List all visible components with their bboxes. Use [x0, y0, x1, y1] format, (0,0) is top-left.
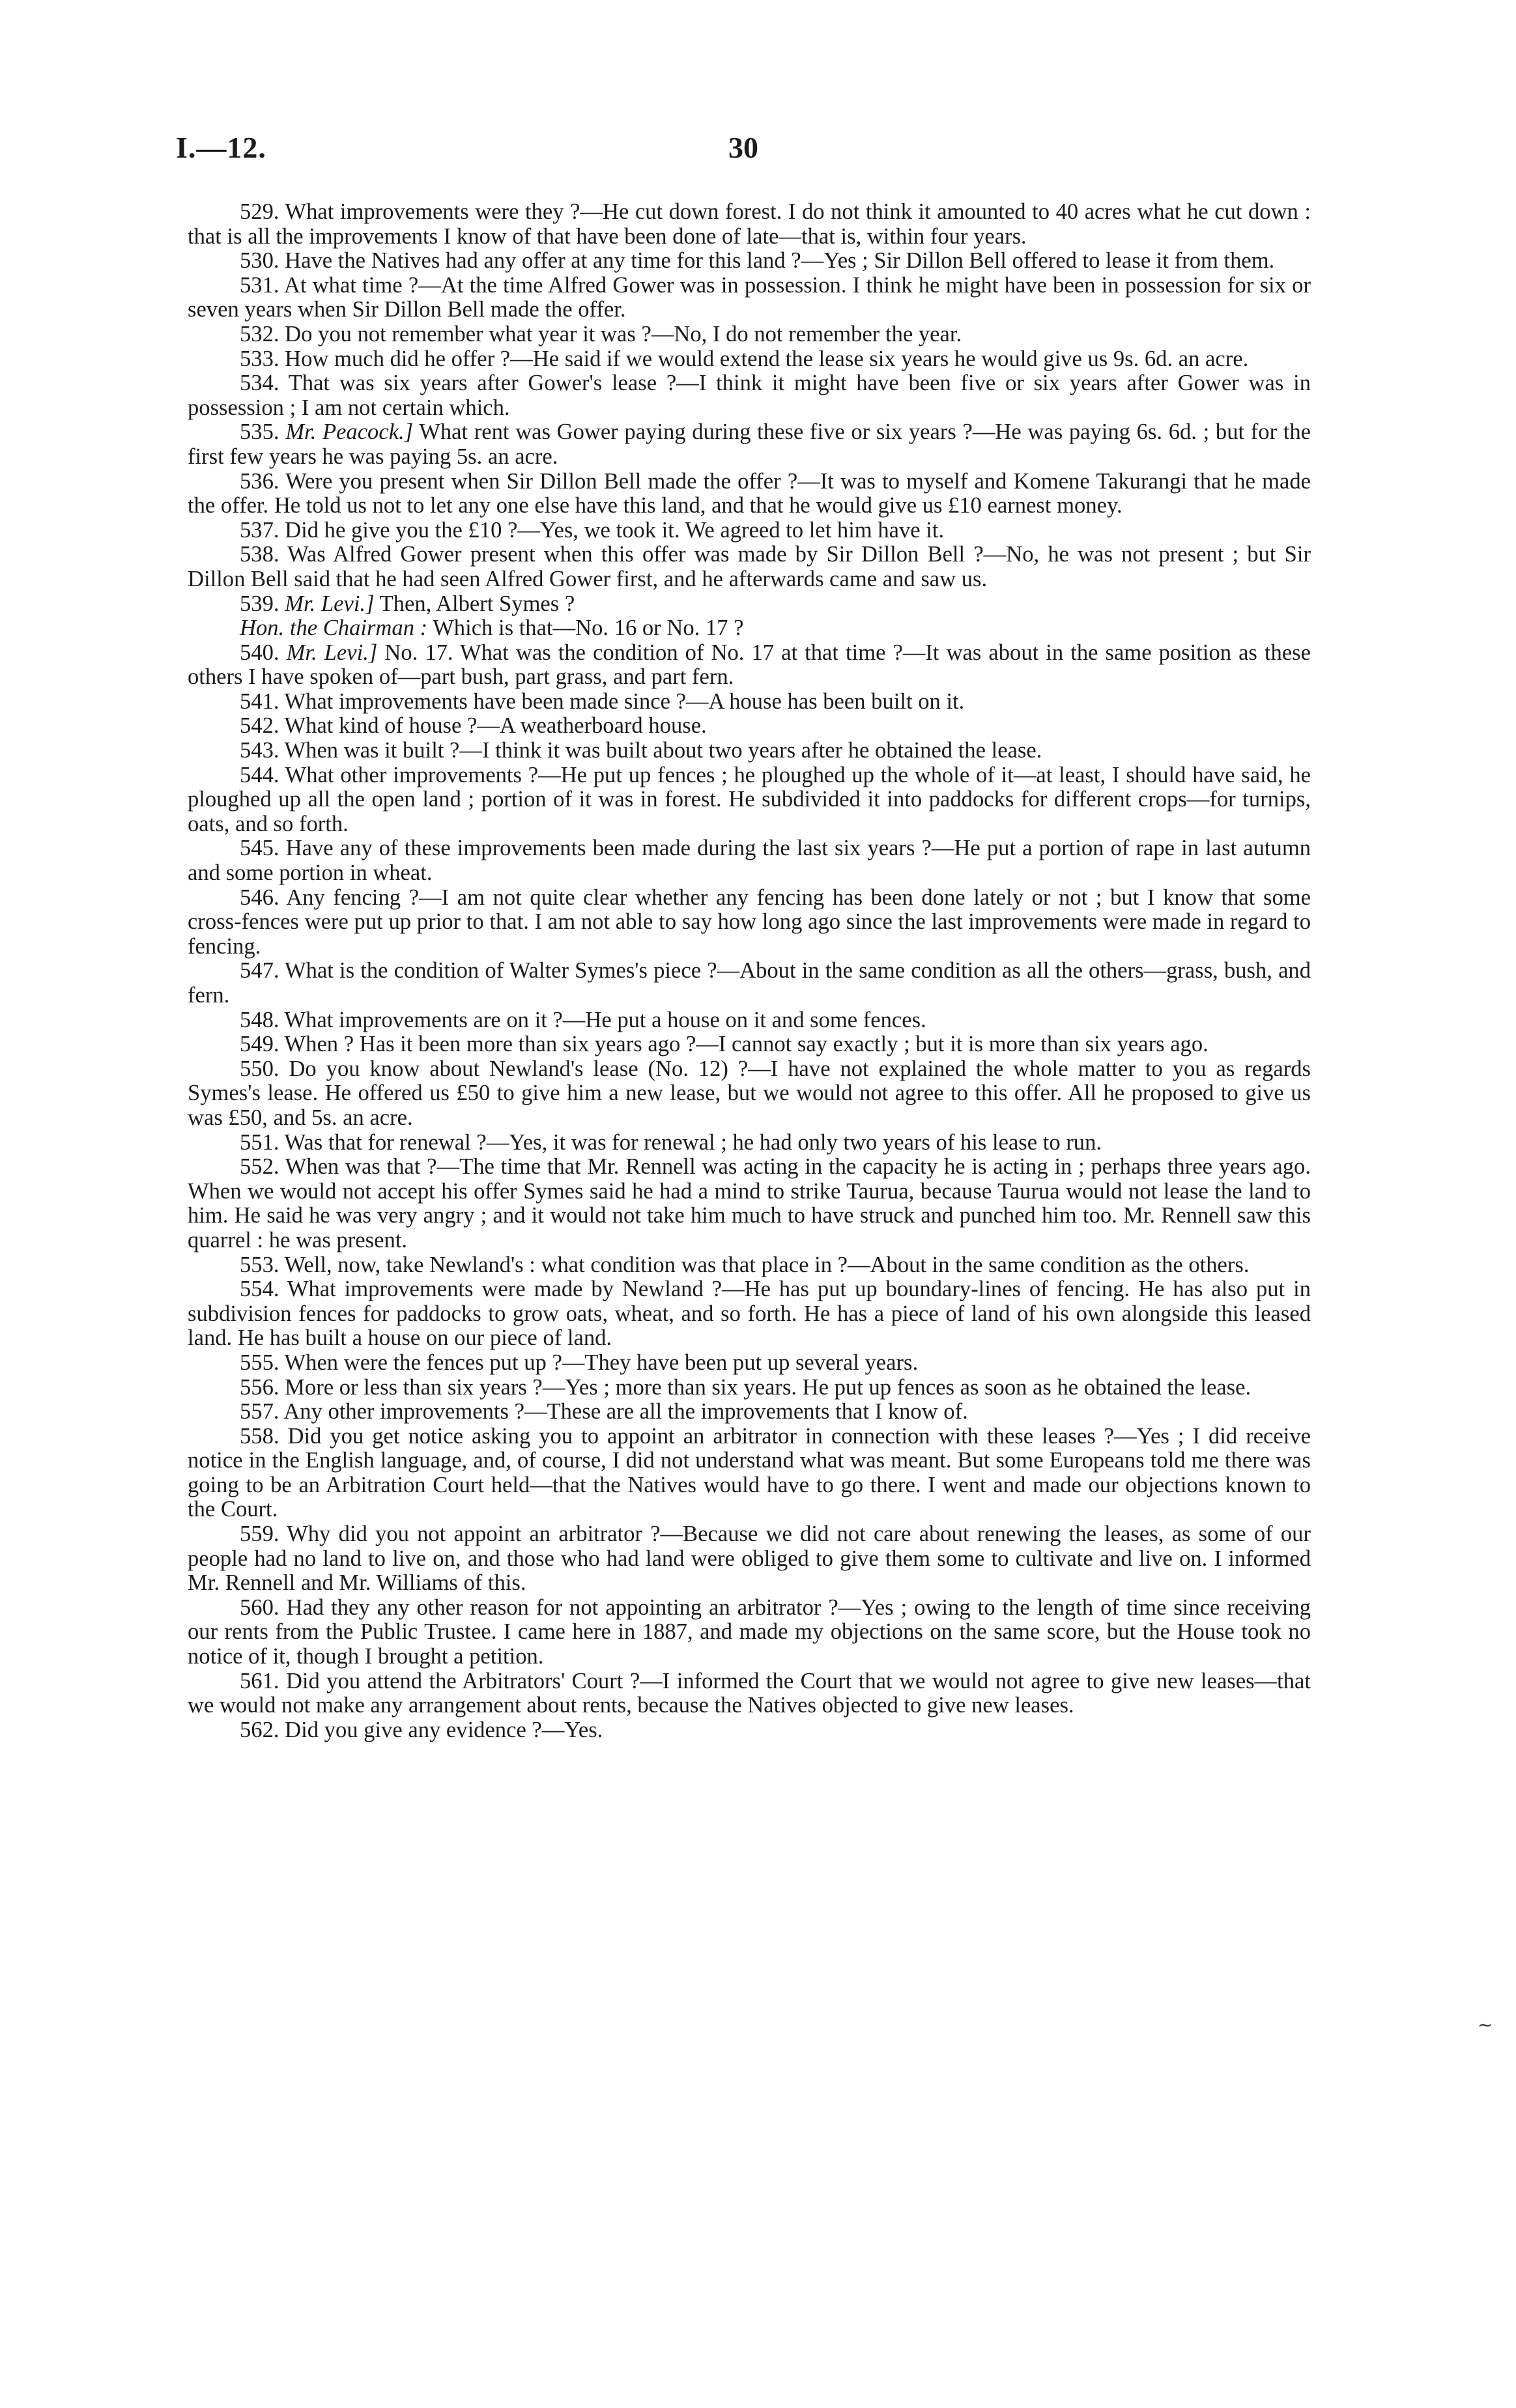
evidence-paragraph [188, 1424, 1311, 1522]
paragraph-text: 531. At what time ?—At the time Alfred Gower was in possession. I think he might have been in possession for six or seven years when Sir Dillon Bell made the offer. [188, 272, 1311, 322]
paragraph-text: Which is that—No. 16 or No. 17 ? [433, 616, 744, 641]
evidence-paragraph [188, 763, 1311, 837]
evidence-transcript [188, 200, 1311, 1742]
paragraph-text: 559. Why did you not appoint an arbitrator ?—Because we did not care about renewing the leases, as some of our people had no land to live on, and those who had land were obliged to give them some to cultivate and live on. I informed Mr. Rennell and Mr. Williams of this. [188, 1522, 1311, 1596]
paragraph-text: 547. What is the condition of Walter Symes's piece ?—About in the same condition as all the others—grass, bush, and fern. [188, 958, 1311, 1008]
evidence-paragraph [188, 274, 1311, 322]
paragraph-text: 553. Well, now, take Newland's : what condition was that place in ?—About in the same condition as the others. [240, 1252, 1250, 1277]
document-reference: I.—12. [176, 131, 266, 164]
evidence-paragraph [188, 543, 1311, 591]
paragraph-text: 548. What improvements are on it ?—He put a house on it and some fences. [240, 1007, 926, 1032]
evidence-paragraph [188, 470, 1311, 518]
evidence-paragraph [188, 420, 1311, 469]
evidence-paragraph [188, 371, 1311, 420]
evidence-paragraph [188, 690, 1311, 715]
paragraph-text: 534. That was six years after Gower's lease ?—I think it might have been five or six years after Gower was in possession ; I am not certain which. [188, 371, 1311, 420]
paragraph-text: 536. Were you present when Sir Dillon Bell made the offer ?—It was to myself and Komene Takurangi that he made the offer. He told us not to let any one else have this land, and that he would give us £10 earnest money. [188, 468, 1311, 518]
evidence-paragraph [188, 886, 1311, 959]
evidence-paragraph [188, 1155, 1311, 1253]
paragraph-text: Then, Albert Symes ? [379, 591, 575, 616]
speaker-label: Hon. the Chairman : [240, 616, 428, 641]
paragraph-text: 541. What improvements have been made since ?—A house has been built on it. [240, 688, 965, 714]
paragraph-text: 561. Did you attend the Arbitrators' Court ?—I informed the Court that we would not agree to give new leases—that we would not make any arrangement about rents, because the Natives objected to give new leases. [188, 1668, 1311, 1718]
paragraph-text: 546. Any fencing ?—I am not quite clear whether any fencing has been done lately or not ; but I know that some cross-fences were put up prior to that. I am not able to say how long ago since the last improvements were made in regard to fencing. [188, 885, 1311, 959]
page-number: 30 [728, 131, 758, 164]
evidence-paragraph [188, 836, 1311, 885]
evidence-paragraph [188, 592, 1311, 617]
paragraph-text: 533. How much did he offer ?—He said if we would extend the lease six years he would give us 9s. 6d. an acre. [240, 346, 1249, 371]
evidence-paragraph [188, 641, 1311, 690]
evidence-paragraph [188, 1057, 1311, 1131]
paragraph-text: 544. What other improvements ?—He put up fences ; he ploughed up the whole of it—at least, I should have said, he ploughed up all the open land ; portion of it was in forest. He subdivided it into paddocks for different crops—for turnips, oats, and so forth. [188, 762, 1311, 836]
paragraph-text: What rent was Gower paying during these five or six years ?—He was paying 6s. 6d. ; but for the first few years he was paying 5s. an acre. [188, 419, 1311, 469]
evidence-paragraph [188, 1400, 1311, 1424]
evidence-paragraph [188, 739, 1311, 763]
paragraph-text: 549. When ? Has it been more than six years ago ?—I cannot say exactly ; but it is more than six years ago. [240, 1032, 1209, 1057]
evidence-paragraph [188, 1376, 1311, 1400]
paragraph-text: 558. Did you get notice asking you to appoint an arbitrator in connection with these leases ?—Yes ; I did receive notice in the English language, and, of course, I did not understand what was meant. But some Europeans told me there was going to be an Arbitration Court held—that the Natives would have to go there. I went and made our objections known to the Court. [188, 1423, 1311, 1522]
paragraph-text: 543. When was it built ?—I think it was built about two years after he obtained the lease. [240, 738, 1042, 763]
evidence-paragraph [188, 347, 1311, 372]
paragraph-text: No. 17. What was the condition of No. 17 at that time ?—It was about in the same position as these others I have spoken of—part bush, part grass, and part fern. [188, 640, 1311, 690]
evidence-paragraph [188, 1277, 1311, 1351]
evidence-paragraph [188, 714, 1311, 739]
evidence-paragraph [188, 249, 1311, 274]
question-number: 539. [240, 591, 279, 616]
paragraph-text: 530. Have the Natives had any offer at any time for this land ?—Yes ; Sir Dillon Bell offered to lease it from them. [240, 248, 1275, 274]
speaker-label: Mr. Peacock.] [285, 419, 414, 445]
paragraph-text: 562. Did you give any evidence ?—Yes. [240, 1717, 603, 1742]
evidence-paragraph [188, 616, 1311, 641]
paragraph-text: 537. Did he give you the £10 ?—Yes, we took it. We agreed to let him have it. [240, 517, 945, 543]
speaker-label: Mr. Levi.] [286, 640, 378, 665]
evidence-paragraph [188, 1596, 1311, 1669]
evidence-paragraph [188, 200, 1311, 249]
evidence-paragraph [188, 1669, 1311, 1718]
paragraph-text: 542. What kind of house ?—A weatherboard house. [240, 713, 707, 739]
evidence-paragraph [188, 1131, 1311, 1155]
paragraph-text: 555. When were the fences put up ?—They have been put up several years. [240, 1350, 919, 1375]
question-number: 540. [240, 640, 279, 665]
paragraph-text: 560. Had they any other reason for not appointing an arbitrator ?—Yes ; owing to the length of time since receiving our rents from the Public Trustee. I came here in 1887, and made my objections on the same score, but the House took no notice of it, though I brought a petition. [188, 1594, 1311, 1669]
evidence-paragraph [188, 1008, 1311, 1033]
evidence-paragraph [188, 518, 1311, 543]
speaker-label: Mr. Levi.] [285, 591, 375, 616]
question-number: 535. [240, 419, 279, 445]
evidence-paragraph [188, 1351, 1311, 1376]
evidence-paragraph [188, 1032, 1311, 1057]
paragraph-text: 551. Was that for renewal ?—Yes, it was for renewal ; he had only two years of his lease to run. [240, 1129, 1102, 1155]
margin-mark: ~ [1478, 2014, 1493, 2035]
paragraph-text: 529. What improvements were they ?—He cut down forest. I do not think it amounted to 40 acres what he cut down : that is all the improvements I know of that have been done of late—that is, within four years. [188, 199, 1311, 249]
paragraph-text: 556. More or less than six years ?—Yes ; more than six years. He put up fences as soon as he obtained the lease. [240, 1374, 1251, 1400]
paragraph-text: 545. Have any of these improvements been made during the last six years ?—He put a portion of rape in last autumn and some portion in wheat. [188, 836, 1311, 886]
paragraph-text: 550. Do you know about Newland's lease (No. 12) ?—I have not explained the whole matter to you as regards Symes's lease. He offered us £50 to give him a new lease, but we would not agree to this offer. All he proposed to give us was £50, and 5s. an acre. [188, 1056, 1311, 1130]
evidence-paragraph [188, 959, 1311, 1008]
paragraph-text: 552. When was that ?—The time that Mr. Rennell was acting in the capacity he is acting in ; perhaps three years ago. When we would not accept his offer Symes said he had a mind to strike Taurua, because Taurua would not lease the land to him. He said he was very angry ; and it would not take him much to have struck and punched him too. Mr. Rennell saw this quarrel : he was present. [188, 1154, 1311, 1253]
evidence-paragraph [188, 322, 1311, 347]
paragraph-text: 557. Any other improvements ?—These are all the improvements that I know of. [240, 1399, 968, 1424]
evidence-paragraph [188, 1718, 1311, 1743]
paragraph-text: 532. Do you not remember what year it was ?—No, I do not remember the year. [240, 321, 962, 347]
paragraph-text: 538. Was Alfred Gower present when this offer was made by Sir Dillon Bell ?—No, he was not present ; but Sir Dillon Bell said that he had seen Alfred Gower first, and he afterwards came and saw us. [188, 542, 1311, 591]
paragraph-text: 554. What improvements were made by Newland ?—He has put up boundary-lines of fencing. He has also put in subdivision fences for paddocks to grow oats, wheat, and so forth. He has a piece of land of his own alongside this leased land. He has built a house on our piece of land. [188, 1277, 1311, 1351]
evidence-paragraph [188, 1522, 1311, 1596]
evidence-paragraph [188, 1253, 1311, 1278]
